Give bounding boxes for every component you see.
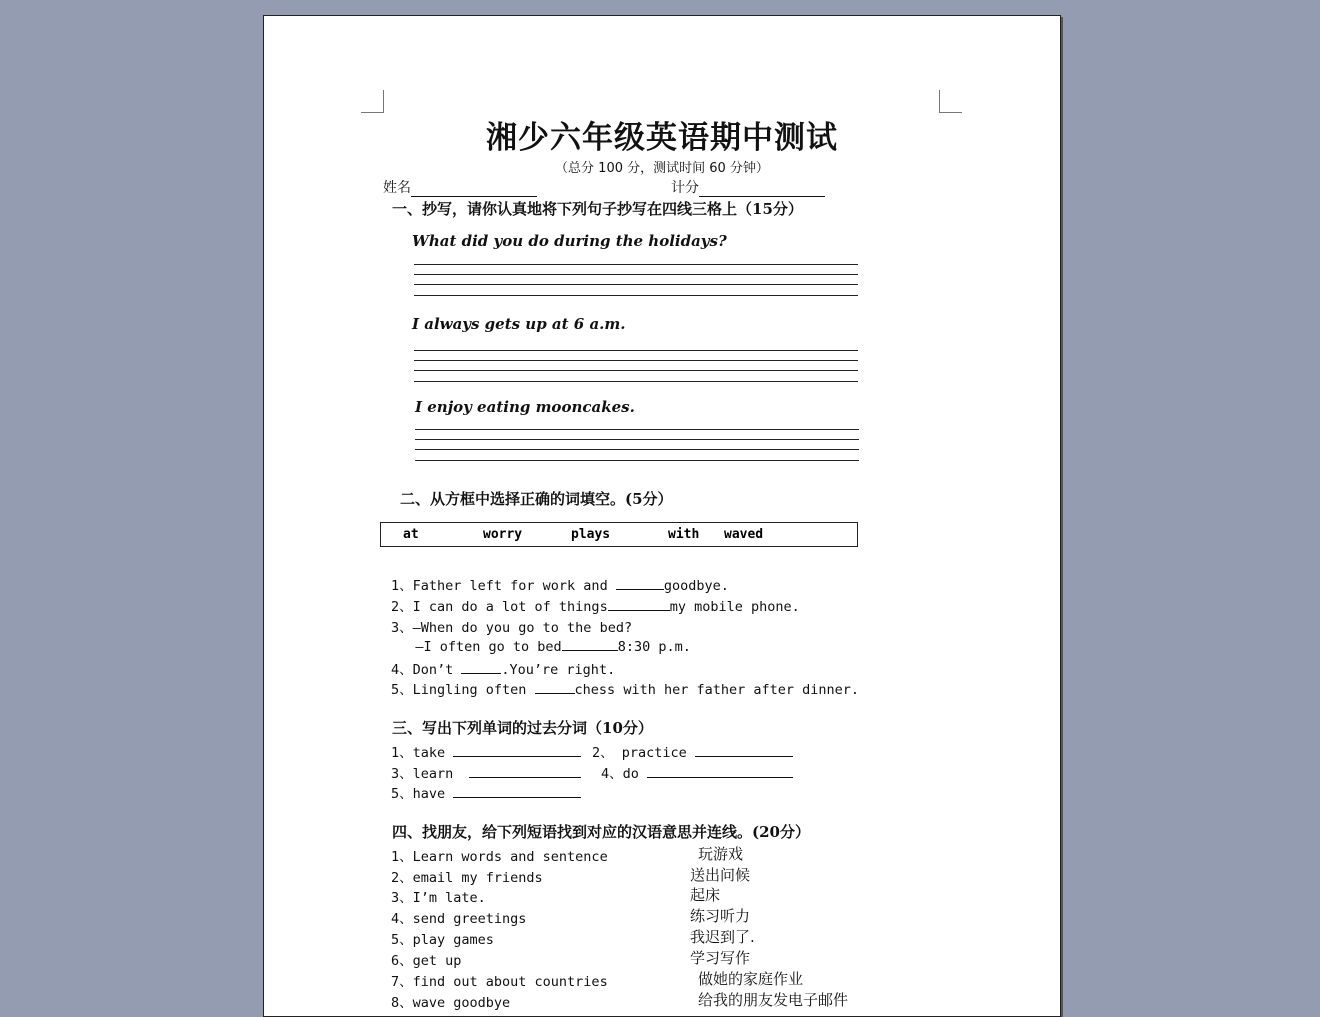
section-1-heading: 一、抄写，请你认真地将下列句子抄写在四线三格上（15分） [392,200,803,218]
past-participle-4: 4、do [601,762,793,782]
match-right-item: 起床 [690,886,721,904]
past-participle-3: 3、learn [391,762,581,782]
section-3-heading: 三、写出下列单词的过去分词（10分） [392,719,653,737]
answer-blank [453,784,581,798]
page-title: 湘少六年级英语期中测试 [486,120,838,156]
match-right-item: 给我的朋友发电子邮件 [698,991,849,1009]
fill-question-3: 3、—When do you go to the bed? [391,620,633,636]
match-right-item: 我迟到了. [690,928,755,946]
answer-blank [461,660,501,674]
match-left-item: 7、find out about countries [391,974,608,990]
match-left-item: 2、email my friends [391,870,543,886]
answer-blank [535,680,575,694]
copy-sentence-3: I enjoy eating mooncakes. [415,398,635,416]
match-right-item: 学习写作 [690,949,751,967]
match-right-item: 练习听力 [690,907,751,925]
match-right-item: 玩游戏 [698,845,744,863]
match-left-item: 1、Learn words and sentence [391,849,608,865]
fill-question-5: 5、Lingling often chess with her father after dinner. [391,682,860,698]
past-participle-5: 5、have [391,782,581,802]
match-left-item: 8、wave goodbye [391,995,511,1011]
fill-question-1: 1、Father left for work and goodbye. [391,578,729,594]
copy-sentence-2: I always gets up at 6 a.m. [412,315,626,333]
past-participle-1: 1、take [391,741,581,761]
word-bank-item: waved [724,527,764,542]
word-bank-box [380,522,858,547]
fill-question-2: 2、I can do a lot of things my mobile phone. [391,599,800,615]
document-page [263,15,1061,1017]
word-bank-item: plays [571,527,611,542]
word-bank-item: worry [483,527,523,542]
crop-mark-top-right [939,90,962,113]
match-left-item: 6、get up [391,953,462,969]
section-4-heading: 四、找朋友，给下列短语找到对应的汉语意思并连线。(20分） [392,823,810,841]
fill-question-4: 4、Don’t .You’re right. [391,662,616,678]
crop-mark-top-left [361,90,384,113]
match-right-item: 做她的家庭作业 [698,970,804,988]
word-bank-item: with [668,527,700,542]
answer-blank [608,597,670,611]
answer-blank [616,576,664,590]
answer-blank [453,743,581,757]
page-subtitle: （总分 100 分，测试时间 60 分钟） [555,161,769,176]
section-2-heading: 二、从方框中选择正确的词填空。(5分） [400,490,673,508]
name-field [383,177,537,197]
match-right-item: 送出问候 [690,866,751,884]
name-blank [411,182,537,197]
answer-blank [469,764,581,778]
score-blank [699,182,825,197]
past-participle-2: 2、 practice [592,741,793,761]
word-bank-item: at [403,527,419,542]
answer-blank [695,743,793,757]
match-left-item: 3、I’m late. [391,890,486,906]
score-field [671,177,825,197]
name-label: 姓名 [383,180,411,196]
score-label: 计分 [671,180,699,196]
answer-blank [647,764,793,778]
match-left-item: 4、send greetings [391,911,527,927]
answer-blank [562,637,618,651]
match-left-item: 5、play games [391,932,494,948]
fill-question-3-answer: —I often go to bed 8:30 p.m. [391,639,691,655]
copy-sentence-1: What did you do during the holidays? [412,232,727,250]
